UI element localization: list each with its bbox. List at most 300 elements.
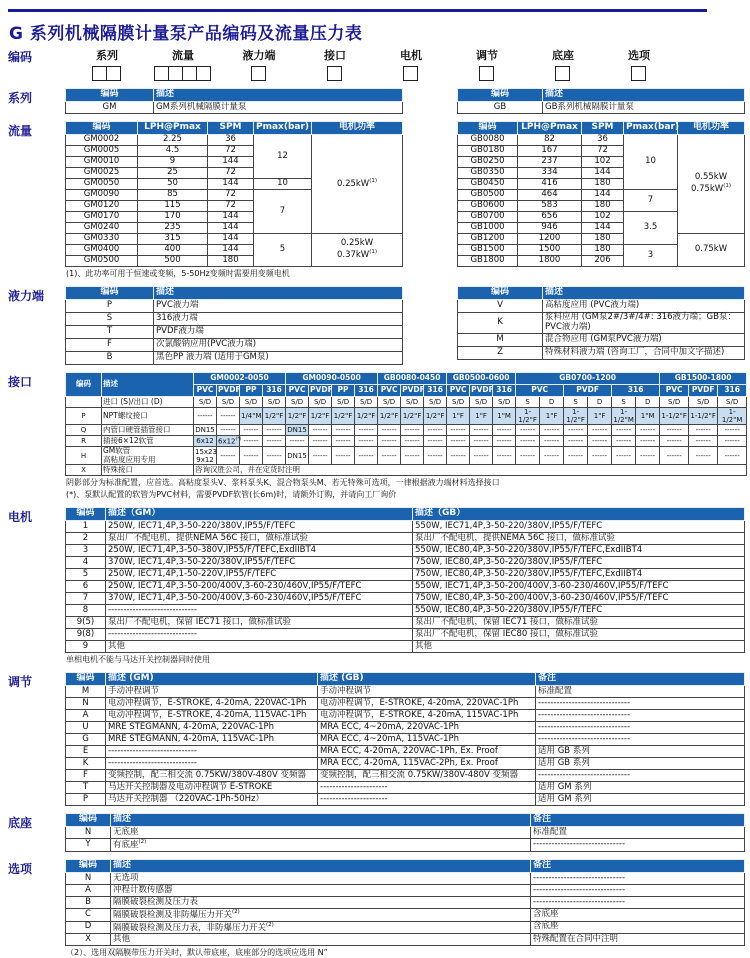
- cell: 1-1/2"F: [516, 408, 540, 425]
- cell: 656: [518, 212, 582, 223]
- header-cell: PP: [332, 385, 355, 397]
- cell: ------: [718, 425, 747, 436]
- table-row: [66, 839, 745, 852]
- cell: 1"F: [447, 408, 470, 425]
- header-row: [66, 859, 745, 872]
- cell: ------: [378, 436, 401, 447]
- cell: 180: [582, 179, 624, 190]
- cell: K: [458, 313, 543, 334]
- cell: 7: [624, 190, 678, 212]
- cell: ------------------------------: [536, 734, 745, 746]
- header-cell: PVDF: [217, 385, 240, 397]
- cell: ------: [332, 425, 355, 436]
- cell: $0.25kW^{(1)}$: [312, 135, 403, 234]
- cell: M: [458, 333, 543, 346]
- cell: 含底座: [531, 908, 745, 921]
- table-row: [66, 698, 745, 710]
- cell: ------: [447, 425, 470, 436]
- header-cell: GB0700-1200: [516, 373, 660, 385]
- code-box[interactable]: [251, 66, 266, 81]
- cell: ------: [588, 447, 612, 465]
- cell: 6x12: [194, 436, 217, 447]
- header-cell: PVC: [516, 385, 564, 397]
- cell: 1-1/2"F: [689, 408, 718, 425]
- section-label-interface: 接口: [8, 375, 33, 389]
- cell: 电动冲程调节，E-STROKE, 4-20mA, 115VAC-1Ph: [106, 710, 318, 722]
- header-cell: Pmax(bar): [624, 122, 678, 135]
- header-cell: PP: [240, 385, 263, 397]
- hydraulic-right-host: [457, 286, 745, 365]
- header-row: [458, 287, 745, 300]
- hydraulic-left-host: [65, 286, 403, 365]
- cell: ------------------------------: [536, 710, 745, 722]
- footnote-marker: (1): [369, 249, 378, 256]
- header-cell: PVC: [194, 385, 217, 397]
- cell: U: [66, 722, 106, 734]
- table-row: [66, 545, 745, 557]
- cell: 180: [208, 256, 254, 267]
- cell: 72: [208, 201, 254, 212]
- cell: ------: [660, 425, 689, 436]
- cell: 1/2"F: [378, 408, 401, 425]
- hydraulic-left-table: [65, 286, 403, 365]
- coding-field: [69, 47, 145, 81]
- cell: 237: [518, 157, 582, 168]
- cell: 冲程计数传感器: [111, 884, 531, 896]
- cell: 334: [518, 168, 582, 179]
- table-row: [458, 300, 745, 313]
- coding-field-label: 流量: [172, 49, 194, 62]
- code-box[interactable]: [479, 66, 494, 81]
- cell: ------: [612, 436, 636, 447]
- header-cell: 描述: [543, 89, 745, 102]
- cell: S: [564, 397, 588, 408]
- cell: ------: [493, 425, 516, 436]
- header-cell: 316: [424, 385, 447, 397]
- table-row: [66, 300, 403, 313]
- cell: S/D: [217, 397, 240, 408]
- table-row: [458, 346, 745, 359]
- cell: 变频控制，配三相交流 0.75KW/380V-480V 变频器: [106, 770, 318, 782]
- table-row: [458, 313, 745, 334]
- table-row: [66, 135, 403, 146]
- cell: 10: [624, 135, 678, 190]
- code-box[interactable]: [403, 66, 418, 81]
- cell: 标准配置: [536, 686, 745, 698]
- cell: GB1000: [458, 223, 518, 234]
- cell: GM0005: [66, 146, 138, 157]
- table-row: [66, 921, 745, 934]
- table-row: [66, 884, 745, 896]
- cell: MRE STEGMANN, 4-20mA, 115VAC-1Ph: [106, 734, 318, 746]
- cell: 144: [208, 212, 254, 223]
- section-label-series: 系列: [8, 91, 33, 105]
- header-cell: 编码: [458, 89, 543, 102]
- cell: ------------------------------: [536, 722, 745, 734]
- cell: 1/2"F: [424, 408, 447, 425]
- cell: A: [66, 710, 106, 722]
- table-row: [66, 425, 747, 436]
- cell: 0.25kW $0.37kW^{(1)}$: [312, 234, 403, 267]
- cell: F: [66, 770, 106, 782]
- cell: 550W, IEC71,4P,3-50-220/380V,IP55/F/TEFC: [413, 521, 745, 533]
- cell: 144: [582, 168, 624, 179]
- series-gb-host: [457, 88, 745, 114]
- header-cell: GB0500-0600: [447, 373, 516, 385]
- cell: ------: [516, 425, 540, 436]
- coding-field: [601, 47, 677, 81]
- cell: 手动冲程调节: [106, 686, 318, 698]
- cell: GM0025: [66, 168, 138, 179]
- cell: 750W, IEC80,4P,3-50-220/380V,IP55/F/TEFC: [413, 557, 745, 569]
- cell: 泵出厂不配电机，保留 IEC71 接口，做标准试验: [106, 617, 413, 629]
- header-row: [458, 89, 745, 102]
- table-row: [66, 521, 745, 533]
- cell: ------: [470, 425, 493, 436]
- table-row: [66, 617, 745, 629]
- table-row: [66, 326, 403, 339]
- cell: [66, 397, 102, 408]
- footnote-marker: (1): [369, 178, 378, 185]
- table-row: [66, 734, 745, 746]
- cell: P: [66, 408, 102, 425]
- table-row: [66, 794, 745, 806]
- section-options: [8, 859, 745, 958]
- header-cell: PVC: [286, 385, 309, 397]
- cell: 1"F: [540, 408, 564, 425]
- cell: ------: [689, 425, 718, 436]
- cell: ------: [636, 425, 660, 436]
- cell: ------: [588, 425, 612, 436]
- cell: GB0700: [458, 212, 518, 223]
- flow-gm-host: [65, 121, 403, 279]
- cell: 1/2"F: [355, 408, 378, 425]
- table-row: [66, 352, 403, 365]
- cell: 144: [582, 223, 624, 234]
- cell: GM0010: [66, 157, 138, 168]
- cell: 15x23 9x12: [195, 447, 217, 464]
- flow-footnote: (1)、此功率可用于恒速或变频，5-50Hz变频时需要用变频电机: [66, 269, 290, 278]
- interface-table: [65, 372, 747, 476]
- cell: 1800: [518, 256, 582, 267]
- cell: 咨询汉胜公司，并在定货时注明: [194, 465, 747, 476]
- header-cell: 备注: [531, 859, 745, 872]
- cell: 特殊材料液力端 (咨询工厂，合同中加文字描述): [543, 346, 745, 359]
- coding-field-label: 底座: [552, 49, 574, 62]
- cell: 1-1/2"M: [718, 408, 747, 425]
- cell: 72: [208, 146, 254, 157]
- cell: ------: [309, 425, 332, 436]
- table-row: [66, 313, 403, 326]
- cell: S: [516, 397, 540, 408]
- cell: ------: [636, 447, 660, 465]
- cell: R: [66, 436, 102, 447]
- cell: ------: [470, 436, 493, 447]
- options-table: [65, 859, 745, 946]
- cell: 115: [138, 201, 208, 212]
- table-row: [66, 896, 745, 908]
- cell: S/D: [194, 397, 217, 408]
- header-row: [458, 122, 745, 135]
- header-cell: 描述: [102, 373, 194, 397]
- cell: PVC液力端: [154, 300, 403, 313]
- flow-gb-host: [457, 121, 745, 279]
- cell: D: [66, 921, 111, 934]
- code-boxes: [404, 66, 418, 81]
- cell: ------: [378, 447, 401, 465]
- cell: 4: [66, 557, 106, 569]
- cell: 235: [138, 223, 208, 234]
- cell: ------: [355, 436, 378, 447]
- cell: 144: [208, 223, 254, 234]
- cell: ------: [424, 425, 447, 436]
- table-row: [66, 436, 747, 447]
- cell: MRA ECC, 4-20mA, 220VAC-1Ph, Ex. Proof: [318, 746, 536, 758]
- cell: ------: [332, 447, 355, 465]
- cell: GB0180: [458, 146, 518, 157]
- cell: 750W, IEC80,4P,3-50-200/400V,3-60-230/460V,IP55/F/TEFC: [413, 593, 745, 605]
- cell: GB0450: [458, 179, 518, 190]
- header-cell: 316: [355, 385, 378, 397]
- coding-field: [297, 47, 373, 81]
- cell: ------: [540, 447, 564, 465]
- cell: 含底座: [531, 921, 745, 934]
- cell: GB0250: [458, 157, 518, 168]
- cell: ------: [240, 436, 263, 447]
- cell: 其他: [413, 641, 745, 653]
- cell: ------: [516, 436, 540, 447]
- cell: ------: [309, 436, 332, 447]
- header-cell: PVC: [378, 385, 401, 397]
- header-cell: 描述: [543, 287, 745, 300]
- cell: N: [66, 872, 111, 884]
- cell: 1: [66, 521, 106, 533]
- cell: 50: [138, 179, 208, 190]
- cell: ------: [217, 408, 240, 425]
- table-row: [66, 934, 745, 946]
- header-cell: 描述（GM）: [106, 508, 413, 521]
- cell: ------: [447, 436, 470, 447]
- cell: 250W, IEC71,4P,3-50-380V,IP55/F/TEFC,ExdIIBT4: [106, 545, 413, 557]
- cell: DN15: [195, 426, 215, 435]
- header-cell: PVDF: [309, 385, 332, 397]
- code-box[interactable]: [106, 66, 121, 81]
- cell: PVDF液力端: [154, 326, 403, 339]
- code-boxes: [252, 66, 266, 81]
- code-box[interactable]: [196, 66, 211, 81]
- code-box[interactable]: [92, 66, 107, 81]
- top-rule: [8, 9, 707, 12]
- cell: 10: [254, 179, 312, 190]
- cell: S/D: [309, 397, 332, 408]
- code-box[interactable]: [631, 66, 646, 81]
- section-label-motor: 电机: [8, 510, 33, 525]
- cell: ------: [612, 425, 636, 436]
- cell: 7: [254, 190, 312, 234]
- cell: 6x12(*): [218, 436, 242, 446]
- cell: 1-1/2"M: [613, 408, 634, 425]
- header-cell: LPH@Pmax: [138, 122, 208, 135]
- header-cell: LPH@Pmax: [518, 122, 582, 135]
- cell: 144: [208, 179, 254, 190]
- cell: 72: [208, 190, 254, 201]
- cell: 144: [208, 157, 254, 168]
- cell: GB1200: [458, 234, 518, 245]
- cell: 1"M: [636, 408, 660, 425]
- cell: ------: [263, 447, 286, 465]
- cell: 泵出厂不配电机，提供NEMA 56C 接口，做标准试验: [106, 533, 413, 545]
- cell: GM0120: [66, 201, 138, 212]
- cell: 144: [208, 245, 254, 256]
- cell: 550W, IEC80,4P,3-50-220/380V,IP55/F/TEFC: [413, 605, 745, 617]
- section-interface: [8, 372, 745, 500]
- cell: 550W, IEC71,4P,3-50-200/400V,3-60-230/460V,IP55/F/TEFC: [413, 581, 745, 593]
- coding-field: [373, 47, 449, 81]
- cell: 无底座: [111, 827, 531, 839]
- section-flow: [8, 121, 745, 279]
- header-cell: PVDF: [401, 385, 424, 397]
- cell: 25: [138, 168, 208, 179]
- cell: GB: [458, 102, 543, 114]
- cell: MRA ECC, 4~20mA, 220VAC-1Ph: [318, 722, 536, 734]
- cell: ------: [332, 436, 355, 447]
- cell: Y: [66, 839, 111, 852]
- cell: F: [66, 339, 154, 352]
- cell: ----------------------: [318, 794, 536, 806]
- cell: T: [66, 782, 106, 794]
- cell: 适用 GB 系列: [536, 758, 745, 770]
- cell: 9: [138, 157, 208, 168]
- footnote-marker: (2): [232, 908, 240, 915]
- code-box[interactable]: [555, 66, 570, 81]
- cell: Q: [66, 425, 102, 436]
- cell: ------: [636, 436, 660, 447]
- cell: 250W, IEC71,4P,3-50-200/400V,3-60-230/460V,IP55/F/TEFC: [106, 581, 413, 593]
- cell: 3: [624, 245, 678, 267]
- cell: MRA ECC, 4~20mA, 115VAC-1Ph: [318, 734, 536, 746]
- cell: 0.75kW: [678, 234, 745, 267]
- cell: 9(5): [66, 617, 106, 629]
- table-row: [66, 710, 745, 722]
- cell: 250W, IEC71,4P,1-50-220V,IP55/F/TEFC: [106, 569, 413, 581]
- header-cell: 316: [612, 385, 660, 397]
- footnote-marker: (2): [138, 839, 147, 846]
- cell: 370W, IEC71,4P,3-50-200/400V,3-60-230/460V,IP55/F/TEFC: [106, 593, 413, 605]
- cell: 946: [518, 223, 582, 234]
- cell: N: [66, 698, 106, 710]
- cell: ------: [378, 425, 401, 436]
- section-label-flow: 流量: [8, 124, 33, 138]
- cell: 变频控制，配三相交流 0.75KW/380V-480V 变频器: [318, 770, 536, 782]
- cell: 特殊接口: [102, 465, 194, 476]
- cell: 高粘度应用 (PVC液力端): [543, 300, 745, 313]
- cell: D: [588, 397, 612, 408]
- table-row: [66, 641, 745, 653]
- interface-note-1: 阴影部分为标准配置，应首选。高粘度泵头V、浆料泵头K、混合物泵头M、若无特殊可选项，一律根据液力端材料选择接口: [66, 478, 500, 488]
- cell: 隔膜破裂检测及压力表: [111, 896, 531, 908]
- header-cell: PVC: [660, 385, 689, 397]
- header-cell: 编码: [66, 859, 111, 872]
- cell: 72: [582, 146, 624, 157]
- cell: 416: [518, 179, 582, 190]
- code-box[interactable]: [168, 66, 183, 81]
- header-cell: 316: [493, 385, 516, 397]
- table-row: [66, 397, 747, 408]
- cell: 1/2"F: [332, 408, 355, 425]
- cell: ------: [564, 447, 588, 465]
- coding-field: [525, 47, 601, 81]
- coding-field: [449, 47, 525, 81]
- table-row: [66, 569, 745, 581]
- cell: Z: [458, 346, 543, 359]
- cell: ------------------------------: [531, 872, 745, 884]
- cell: 82: [518, 135, 582, 146]
- code-boxes: [632, 66, 646, 81]
- table-row: [66, 465, 747, 476]
- header-cell: 316: [718, 385, 747, 397]
- table-row: [66, 722, 745, 734]
- table-row: [66, 746, 745, 758]
- header-cell: 描述: [111, 859, 531, 872]
- cell: S/D: [447, 397, 470, 408]
- cell: 3.5: [624, 212, 678, 245]
- cell: 手动冲程调节: [318, 686, 536, 698]
- cell: 泵出厂不配电机，保留 IEC71 接口，做标准试验: [413, 617, 745, 629]
- cell: ------: [588, 436, 612, 447]
- cell: ------------------------------: [531, 884, 745, 896]
- cell: P: [66, 794, 106, 806]
- header-row: [66, 89, 403, 102]
- coding-row: [8, 47, 745, 81]
- header-cell: 描述 (GB): [318, 673, 536, 686]
- table-row: [66, 339, 403, 352]
- code-box[interactable]: [327, 66, 342, 81]
- code-box[interactable]: [154, 66, 169, 81]
- coding-field-label: 接口: [324, 49, 346, 62]
- header-cell: PVC: [447, 385, 470, 397]
- header-row: [66, 814, 745, 827]
- cell: ------------------------------: [536, 698, 745, 710]
- header-cell: 编码: [66, 673, 106, 686]
- cell: GM0330: [66, 234, 138, 245]
- section-label-adjust: 调节: [8, 675, 33, 690]
- cell: E: [66, 746, 106, 758]
- code-box[interactable]: [182, 66, 197, 81]
- cell: 36: [582, 135, 624, 146]
- cell: S/D: [718, 397, 747, 408]
- cell: G: [66, 734, 106, 746]
- cell: -----------------------------: [106, 746, 318, 758]
- cell: T: [66, 326, 154, 339]
- header-cell: 编码: [66, 373, 102, 397]
- cell: 3: [66, 545, 106, 557]
- cell: S/D: [401, 397, 424, 408]
- table-row: [458, 234, 745, 245]
- cell: S/D: [378, 397, 401, 408]
- coding-field-label: 调节: [476, 49, 498, 62]
- cell: S: [612, 397, 636, 408]
- page: [0, 9, 750, 958]
- header-cell: 描述: [154, 89, 403, 102]
- cell: 550W, IEC80,4P,3-50-220/380V,IP55/F/TEFC,ExdIIBT4: [413, 545, 745, 557]
- section-label-options: 选项: [8, 861, 33, 876]
- cell: 1-1/2"F: [564, 408, 588, 425]
- cell: S/D: [355, 397, 378, 408]
- cell: S/D: [660, 397, 689, 408]
- cell: 12: [254, 135, 312, 179]
- cell: GM0240: [66, 223, 138, 234]
- base-table: [65, 813, 745, 852]
